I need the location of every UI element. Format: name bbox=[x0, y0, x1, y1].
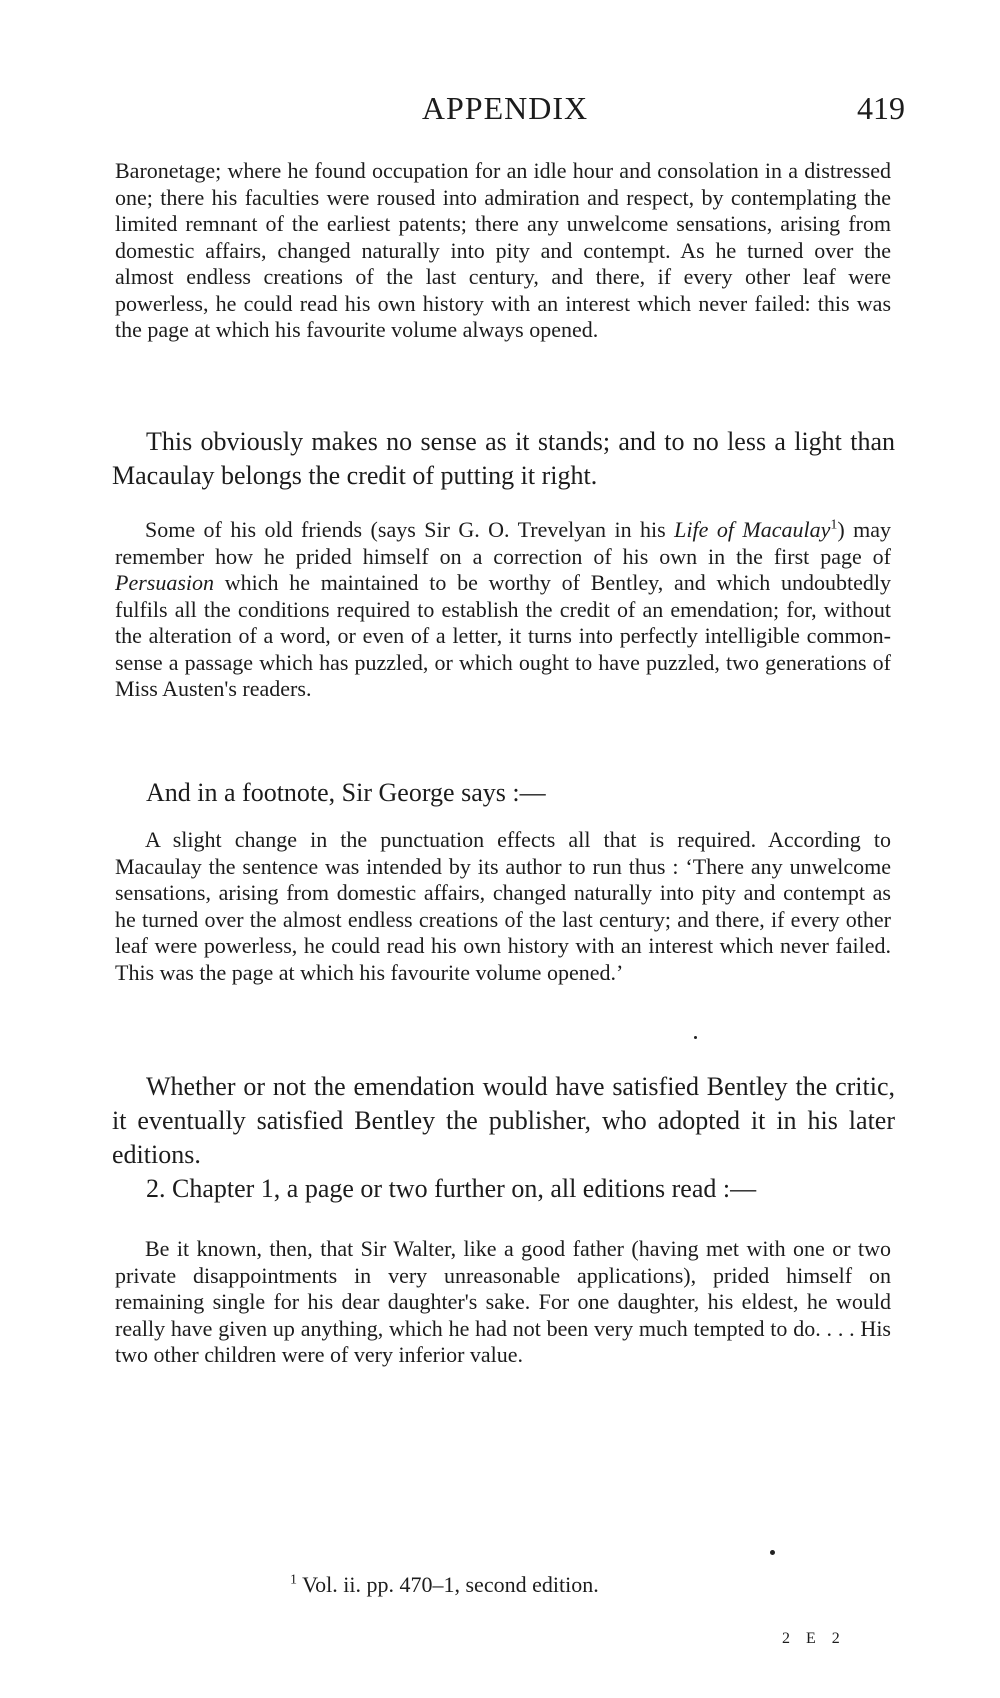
quote-trevelyan-part2: ) may remember how he prided himself on a correction of his own in the first page of bbox=[115, 517, 891, 569]
footnote-text: Vol. ii. pp. 470–1, second edition. bbox=[302, 1572, 599, 1597]
page-number: 419 bbox=[857, 90, 905, 126]
print-speck bbox=[770, 1550, 775, 1555]
paragraph-macaulay-credit: This obviously makes no sense as it stands; and to no less a light than Macaulay belongs the credit of putting it right. bbox=[112, 427, 895, 490]
quote-trevelyan-part3: which he maintained to be worthy of Bentley, and which undoubtedly fulfils all the conditions required to establish the credit of an emendation; for, without the alteration of a word, or even of a letter, it turns into perfectly intelligible common-sense a passage which has puzzled, or which ought to have puzzled, two generations of Miss Austen's readers. bbox=[115, 570, 891, 701]
paragraph-bentley: Whether or not the emendation would have satisfied Bentley the critic, it eventually satisfied Bentley the publisher, who adopted it in his later editions. bbox=[112, 1072, 895, 1169]
quote-trevelyan-part1: Some of his old friends (says Sir G. O. Trevelyan in his bbox=[145, 517, 675, 542]
quote-trevelyan bbox=[115, 517, 891, 703]
footnote-reference: 1 bbox=[830, 517, 838, 533]
footnote bbox=[290, 1572, 790, 1598]
running-title: APPENDIX bbox=[421, 90, 589, 126]
print-speck bbox=[694, 1036, 697, 1039]
quote-baronetage: Baronetage; where he found occupation for an idle hour and consolation in a distressed one; there his faculties were roused into admiration and respect, by contemplating the limited remnant of the earliest patents; there any unwelcome sensations, arising from domestic affairs, changed naturally into pity and contempt. As he turned over the almost endless creations of the last century, and there, if every other leaf were powerless, he could read his own history with an interest which never failed: this was the page at which his favourite volume always opened. bbox=[115, 158, 891, 342]
book-title-life-of-macaulay: Life of Macaulay bbox=[674, 517, 831, 542]
signature-mark: 2 E 2 bbox=[782, 1630, 846, 1647]
paragraph-chapter-one: 2. Chapter 1, a page or two further on, all editions read :— bbox=[146, 1174, 757, 1203]
quote-punctuation-change: A slight change in the punctuation effects all that is required. According to Macaulay the sentence was intended by its author to run thus : ‘There any unwelcome sensations, arising from domestic affairs, changed naturally into pity and contempt as he turned over the almost endless creations of the last century; and there, if every other leaf were powerless, he could read his own history with an interest which never failed. This was the page at which his favourite volume opened.’ bbox=[115, 827, 891, 985]
page-header bbox=[105, 90, 905, 140]
novel-title-persuasion: Persuasion bbox=[115, 570, 214, 595]
quote-sir-walter: Be it known, then, that Sir Walter, like a good father (having met with one or two private disappointments in very unreasonable applications), prided himself on remaining single for his dear daughter's sake. For one daughter, his eldest, he would really have given up anything, which he had not been very much tempted to do. . . . His two other children were of very inferior value. bbox=[115, 1236, 891, 1367]
footnote-mark: 1 bbox=[290, 1572, 297, 1588]
paragraph-footnote-intro: And in a footnote, Sir George says :— bbox=[146, 778, 546, 807]
